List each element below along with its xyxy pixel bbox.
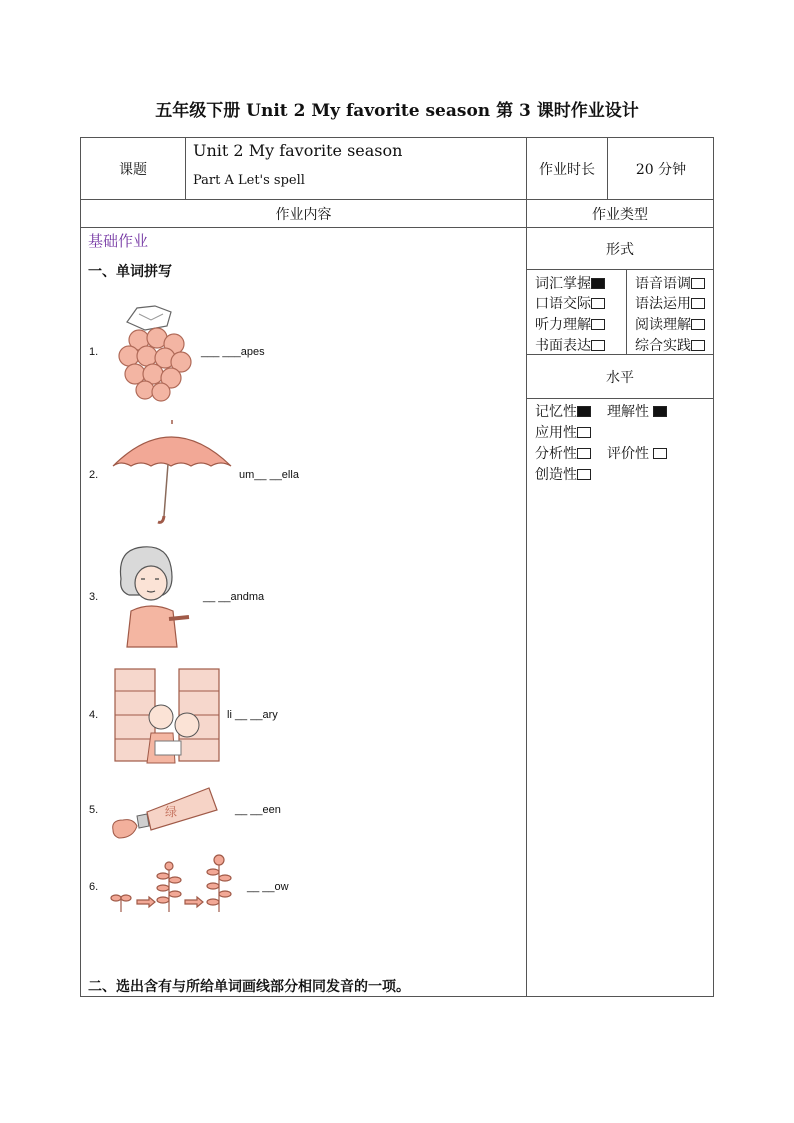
item-number: 3. bbox=[89, 591, 99, 603]
checkbox[interactable] bbox=[577, 469, 591, 480]
checkbox[interactable] bbox=[653, 448, 667, 459]
grandma-icon bbox=[115, 543, 193, 647]
level-option-application[interactable]: 应用性 bbox=[535, 422, 591, 442]
section1-title: 一、单词拼写 bbox=[88, 264, 172, 280]
level-label: 水平 bbox=[606, 369, 634, 386]
checkbox[interactable] bbox=[691, 319, 705, 330]
library-icon bbox=[115, 669, 219, 763]
checkbox-checked[interactable] bbox=[577, 406, 591, 417]
content-header: 作业内容 bbox=[275, 206, 332, 223]
form-label: 形式 bbox=[606, 241, 634, 258]
umbrella-icon bbox=[111, 420, 233, 528]
checkbox[interactable] bbox=[591, 319, 605, 330]
type-header: 作业类型 bbox=[592, 206, 648, 223]
item-number: 6. bbox=[89, 881, 99, 893]
checkbox-checked[interactable] bbox=[653, 406, 667, 417]
checkbox[interactable] bbox=[691, 340, 705, 351]
section2-title: 二、选出含有与所给单词画线部分相同发音的一项。 bbox=[88, 979, 410, 995]
form-option-writing[interactable]: 书面表达 bbox=[535, 335, 605, 355]
svg-text:绿: 绿 bbox=[165, 805, 178, 819]
form-option-listening[interactable]: 听力理解 bbox=[535, 314, 605, 334]
form-option-grammar[interactable]: 语法运用 bbox=[635, 293, 705, 313]
checkbox[interactable] bbox=[591, 298, 605, 309]
item-number: 5. bbox=[89, 804, 99, 816]
duration-label: 作业时长 bbox=[539, 161, 595, 178]
item-number: 1. bbox=[89, 346, 99, 358]
form-option-pronunciation[interactable]: 语音语调 bbox=[635, 273, 705, 293]
item-blank[interactable]: __ __andma bbox=[203, 591, 265, 603]
item-number: 2. bbox=[89, 469, 99, 481]
topic-line2: Part A Let's spell bbox=[193, 173, 305, 188]
checkbox-checked[interactable] bbox=[591, 278, 605, 289]
form-option-oral[interactable]: 口语交际 bbox=[535, 293, 605, 313]
item-blank[interactable]: um__ __ella bbox=[239, 469, 299, 481]
level-option-creation[interactable]: 创造性 bbox=[535, 464, 591, 484]
checkbox[interactable] bbox=[591, 340, 605, 351]
item-blank[interactable]: li __ __ary bbox=[227, 709, 278, 721]
page-title: 五年级下册 Unit 2 My favorite season 第 3 课时作业设计 bbox=[155, 101, 639, 121]
homework-table bbox=[80, 137, 714, 997]
form-option-vocabulary[interactable]: 词汇掌握 bbox=[535, 273, 605, 293]
topic-label: 课题 bbox=[119, 161, 147, 178]
checkbox[interactable] bbox=[577, 427, 591, 438]
duration-value: 20 分钟 bbox=[635, 161, 687, 178]
form-option-reading[interactable]: 阅读理解 bbox=[635, 314, 705, 334]
checkbox[interactable] bbox=[691, 278, 705, 289]
item-blank[interactable]: __ __ow bbox=[247, 881, 289, 893]
item-blank[interactable]: __ __een bbox=[235, 804, 281, 816]
checkbox[interactable] bbox=[691, 298, 705, 309]
green-paint-tube-icon bbox=[109, 786, 223, 842]
basic-homework-label: 基础作业 bbox=[88, 232, 149, 250]
item-blank[interactable]: ___ ___apes bbox=[201, 346, 265, 358]
level-option-analysis[interactable]: 分析性 bbox=[535, 443, 591, 463]
topic-line1: Unit 2 My favorite season bbox=[193, 141, 403, 160]
grapes-icon bbox=[115, 306, 195, 402]
level-option-understanding[interactable]: 理解性 bbox=[607, 401, 667, 421]
level-option-memory[interactable]: 记忆性 bbox=[535, 401, 591, 421]
level-option-evaluation[interactable]: 评价性 bbox=[607, 443, 667, 463]
form-option-practice[interactable]: 综合实践 bbox=[635, 335, 705, 355]
item-number: 4. bbox=[89, 709, 99, 721]
growing-plant-icon bbox=[111, 854, 237, 916]
checkbox[interactable] bbox=[577, 448, 591, 459]
